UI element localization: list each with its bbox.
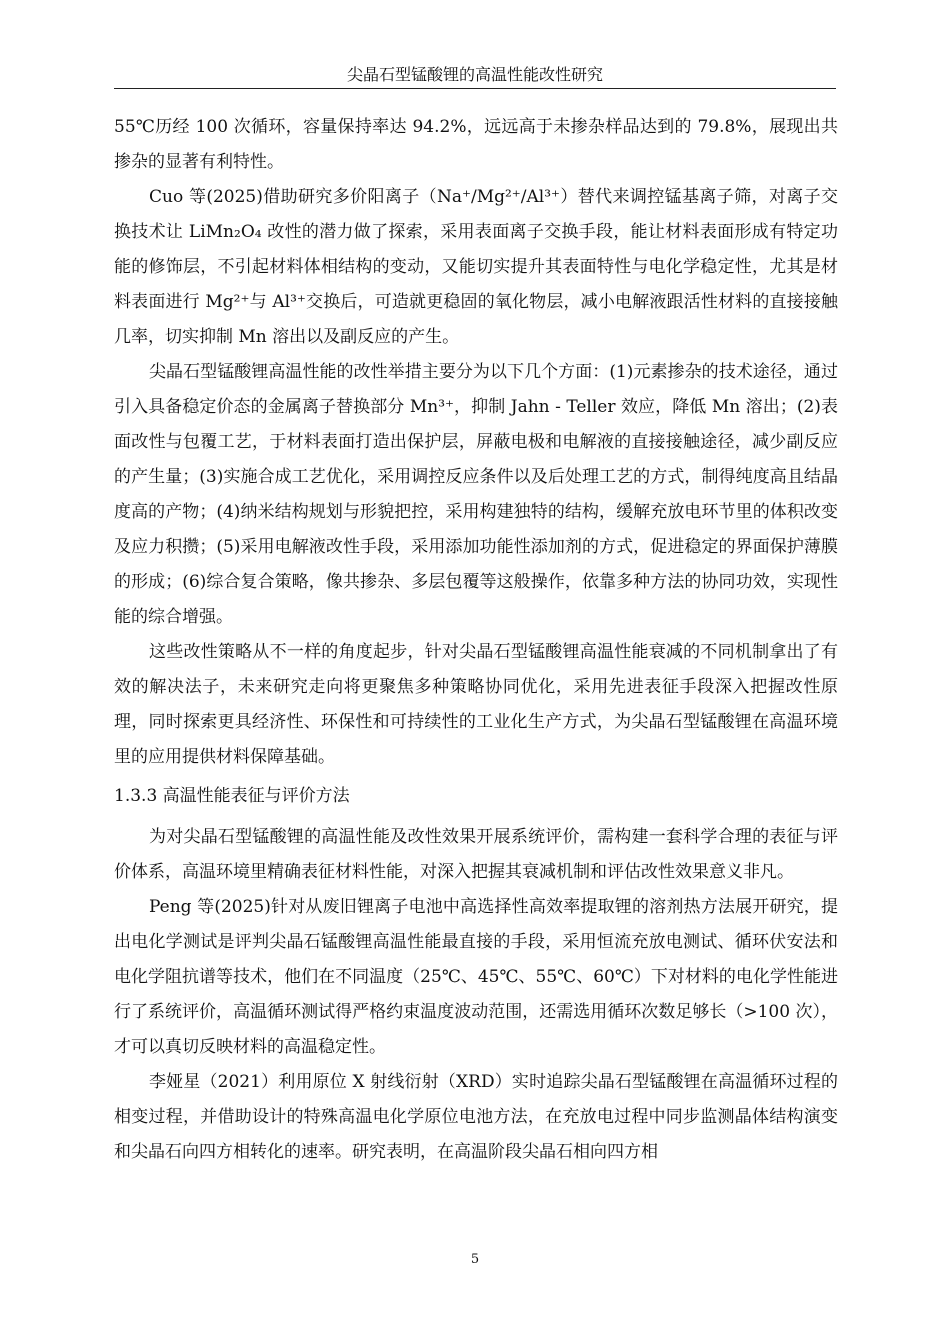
running-header: [114, 64, 836, 89]
paragraph: Cuo 等(2025)借助研究多价阳离子（Na⁺/Mg²⁺/Al³⁺）替代来调控锰基离子筛，对离子交换技术让 LiMn₂O₄ 改性的潜力做了探索，采用表面离子交换手段，能让材料表面形成有特定功能的修饰层，不引起材料体相结构的变动，又能切实提升其表面特性与电化学稳定性，尤其是材料表面进行 Mg²⁺与 Al³⁺交换后，可造就更稳固的氧化物层，减小电解液跟活性材料的直接接触几率，切实抑制 Mn 溶出以及副反应的产生。: [114, 187, 838, 347]
paragraph: 这些改性策略从不一样的角度起步，针对尖晶石型锰酸锂高温性能衰减的不同机制拿出了有效的解决法子，未来研究走向将更聚焦多种策略协同优化，采用先进表征手段深入把握改性原理，同时探索更具经济性、环保性和可持续性的工业化生产方式，为尖晶石型锰酸锂在高温环境里的应用提供材料保障基础。: [114, 642, 838, 767]
page-number: 5: [470, 1252, 480, 1267]
section-heading: 1.3.3 高温性能表征与评价方法: [114, 786, 350, 806]
header-title: 尖晶石型锰酸锂的高温性能改性研究: [346, 65, 603, 84]
paragraph: 尖晶石型锰酸锂高温性能的改性举措主要分为以下几个方面：(1)元素掺杂的技术途径，通过引入具备稳定价态的金属离子替换部分 Mn³⁺，抑制 Jahn - Teller 效应，降低 Mn 溶出；(2)表面改性与包覆工艺，于材料表面打造出保护层，屏蔽电极和电解液的直接接触途径，减少副反应的产生量；(3)实施合成工艺优化，采用调控反应条件以及后处理工艺的方式，制得纯度高且结晶度高的产物；(4)纳米结构规划与形貌把控，采用构建独特的结构，缓解充放电环节里的体积改变及应力积攒；(5)采用电解液改性手段，采用添加功能性添加剂的方式，促进稳定的界面保护薄膜的形成；(6)综合复合策略，像共掺杂、多层包覆等这般操作，依靠多种方法的协同功效，实现性能的综合增强。: [114, 362, 838, 627]
page-body: [114, 110, 838, 1170]
paragraph: Peng 等(2025)针对从废旧锂离子电池中高选择性高效率提取锂的溶剂热方法展开研究，提出电化学测试是评判尖晶石锰酸锂高温性能最直接的手段，采用恒流充放电测试、循环伏安法和电化学阻抗谱等技术，他们在不同温度（25℃、45℃、55℃、60℃）下对材料的电化学性能进行了系统评价，高温循环测试得严格约束温度波动范围，还需选用循环次数足够长（>100 次），才可以真切反映材料的高温稳定性。: [114, 897, 838, 1057]
paragraph-continuation: 55℃历经 100 次循环，容量保持率达 94.2%，远远高于未掺杂样品达到的 79.8%，展现出共掺杂的显著有利特性。: [114, 117, 838, 172]
paragraph: 李娅星（2021）利用原位 X 射线衍射（XRD）实时追踪尖晶石型锰酸锂在高温循环过程的相变过程，并借助设计的特殊高温电化学原位电池方法，在充放电过程中同步监测晶体结构演变和尖晶石向四方相转化的速率。研究表明，在高温阶段尖晶石相向四方相: [114, 1072, 838, 1162]
paragraph: 为对尖晶石型锰酸锂的高温性能及改性效果开展系统评价，需构建一套科学合理的表征与评价体系，高温环境里精确表征材料性能，对深入把握其衰减机制和评估改性效果意义非凡。: [114, 827, 838, 882]
